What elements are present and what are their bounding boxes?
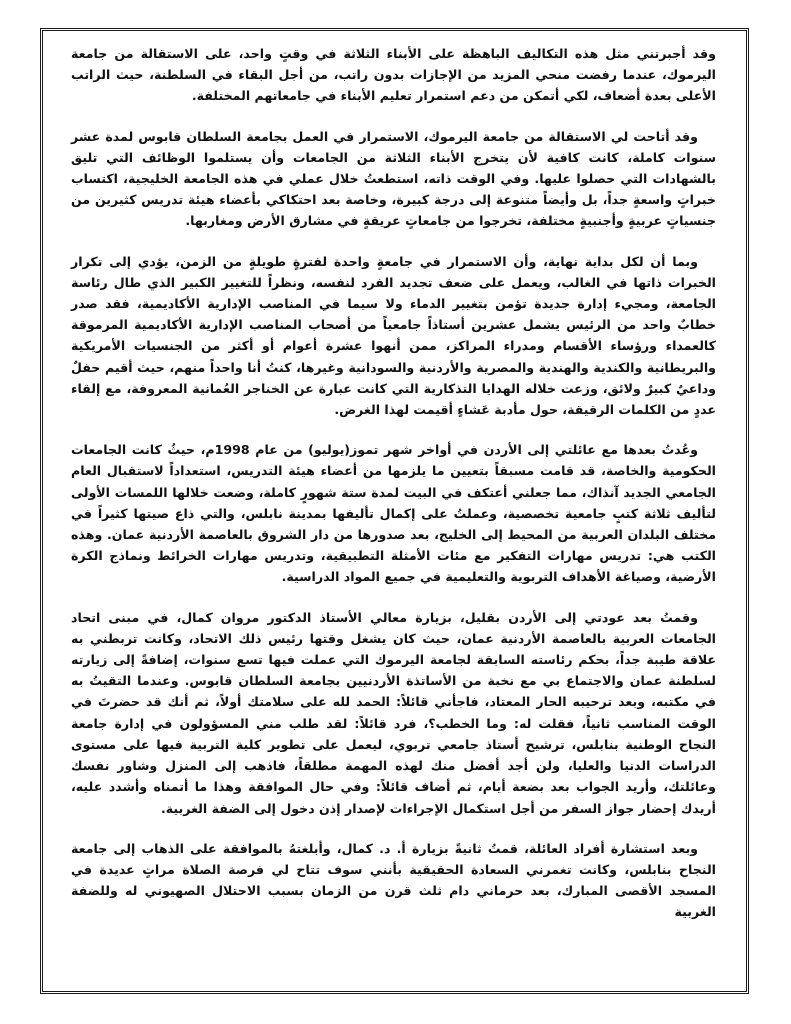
paragraph-5: وقمتُ بعد عودتي إلى الأردن بقليل، بزيارة معالي الأستاذ الدكتور مروان كمال، في مبنى اتحاد الجامعات العربية بالعاصمة الأردنية عمان، حيث كان يشغل وقتها رئيس ذلك الاتحاد، وكانت تربطني به علاقة طيبة جداً، بحكم رئاسته السابقة لجامعة اليرموك التي عملت فيها تسع سنوات، إضافةً إلى زيارته لسلطنة عمان والاجتماع بي مع نخبة من الأساتذة الأردنيين بجامعة السلطان قابوس. وعندما التقيتُ به في مكتبه، وبعد ترحيبه الحار المعتاد، فاجأني قائلاً: الحمد لله على سلامتك أولاً، ثم أنك قد حضرتَ في الوقت المناسب ثانياً، فقلت له: وما الخطب؟، فرد قائلاً: لقد طلب مني المسؤولون في إدارة جامعة النجاح الوطنية بنابلس، ترشيح أستاذ جامعي تربوي، ليعمل على تطوير كلية التربية فيها على مستوى الدراسات الدنيا والعليا، ولن أجد أفضل منك لهذه المهمة مطلقاً، فاذهب إلى المنزل وشاور نفسك وعائلتك، وأريد الجواب بعد بضعة أيام، ثم أضاف قائلاً: وفي حال الموافقة وهذا ما أتمناه وأشدد عليه، أريدك إحضار جواز السفر من أجل استكمال الإجراءات لإصدار إذن دخول إلى الضفة الغربية. — [71, 609, 716, 816]
paragraph-6: وبعد استشارة أفراد العائلة، قمتُ ثانيةً بزيارة أ. د. كمال، وأبلغتهُ بالموافقة على الذهاب إلى جامعة النجاح بنابلس، وكانت تغمرني السعادة الحقيقية بأنني سوف تتاح لي فرصة الصلاة مراتٍ عديدة في المسجد الأقصى المبارك، بعد حرماني دام ثلث قرن من الزمان بسبب الاحتلال الصهيوني له وللضفة الغربية — [71, 840, 716, 920]
paragraph-1: وقد أجبرتني مثل هذه التكاليف الباهظة على الأبناء الثلاثة في وقتٍ واحد، على الاستقالة من جامعة اليرموك، عندما رفضت منحي المزيد من الإجازات بدون راتب، من أجل البقاء في السلطنة، حيث الراتب الأعلى بعدة أضعاف، لكي أتمكن من دعم استمرار تعليم الأبناء في جامعاتهم المختلفة. — [71, 46, 716, 104]
paragraph-3: وبما أن لكل بداية نهاية، وأن الاستمرار في جامعةٍ واحدة لفترةٍ طويلةٍ من الزمن، يؤدي إلى تكرار الخبرات ذاتها في الغالب، ويعمل على ضعف تجديد الفرد لنفسه، ونظراً للتغيير الكبير الذي طال رئاسة الجامعة، ومجيء إدارة جديدة تؤمن بتغيير الدماء ولا سيما في المناصب الإدارية الأكاديمية، فقد صدر خطابٌ واحد من الرئيس يشمل عشرين أستاذاً جامعياً من أصحاب المناصب الإدارية الأكاديمية المرموقة كالعمداء ورؤساء الأقسام ومدراء المراكز، ممن أنهوا عشرة أعوام أو أكثر من الجنسيات الأمريكية والبريطانية والكندية والهندية والمصرية والأردنية والسودانية وغيرها، كنتُ أنا واحداً منهم، حيث أقيم حفلٌ وداعيٌ كبيرٌ ولائق، وزعت خلاله الهدايا التذكارية التي كانت عبارة عن الخناجر العُمانية المعروفة، مع إلقاء عددٍ من الكلمات الرقيقة، حول مأدبة عَشاءٍ أقيمت لهذا الغرض. — [71, 253, 716, 418]
paragraph-4: وعُدتُ بعدها مع عائلتي إلى الأردن في أواخر شهر تموز(يوليو) من عام 1998م، حيثُ كانت الجامعات الحكومية والخاصة، قد قامت مسبقاً بتعيين ما يلزمها من أعضاء هيئة التدريس، استعداداً لاستقبال العام الجامعي الجديد آنذاك، مما جعلني أعتكف في البيت لمدة ستة شهورٍ كاملة، وضعت خلالها اللمسات الأولى لتأليف ثلاثة كتبٍ جامعية تخصصية، وعملتُ على إكمال تأليفها بمدينة نابلس، والتي ذاع صيتها كثيراً في مختلف البلدان العربية من المحيط إلى الخليج، بعد صدورها من دار الشروق بالعاصمة الأردنية عمان. وهذه الكتب هي: تدريس مهارات التفكير مع مئات الأمثلة التطبيقية، وتدريس مهارات الخرائط ونماذج الكرة الأرضية، وصياغة الأهداف التربوية والتعليمية في جميع المواد الدراسية. — [71, 442, 716, 585]
paragraph-2: وقد أتاحت لي الاستقالة من جامعة اليرموك، الاستمرار في العمل بجامعة السلطان قابوس لمدة عشر سنوات كاملة، كانت كافية لأن يتخرج الأبناء الثلاثة من الجامعات وأن يستلموا الوظائف التي تليق بالشهادات التي حصلوا عليها. وفي الوقت ذاته، استطعتُ خلال عملي في هذه الجامعة الخليجية، اكتساب خبراتٍ واسعةٍ جداً، بل وأيضاً متنوعة إلى درجة كبيرة، وخاصة بعد احتكاكي بأعضاء هيئة تدريس كثيرين من جنسياتٍ عربيةٍ وأجنبيةٍ مختلفة، تخرجوا من جامعاتٍ عريقةٍ في مشارق الأرض ومغاربها. — [71, 128, 716, 229]
page-frame — [40, 28, 749, 994]
